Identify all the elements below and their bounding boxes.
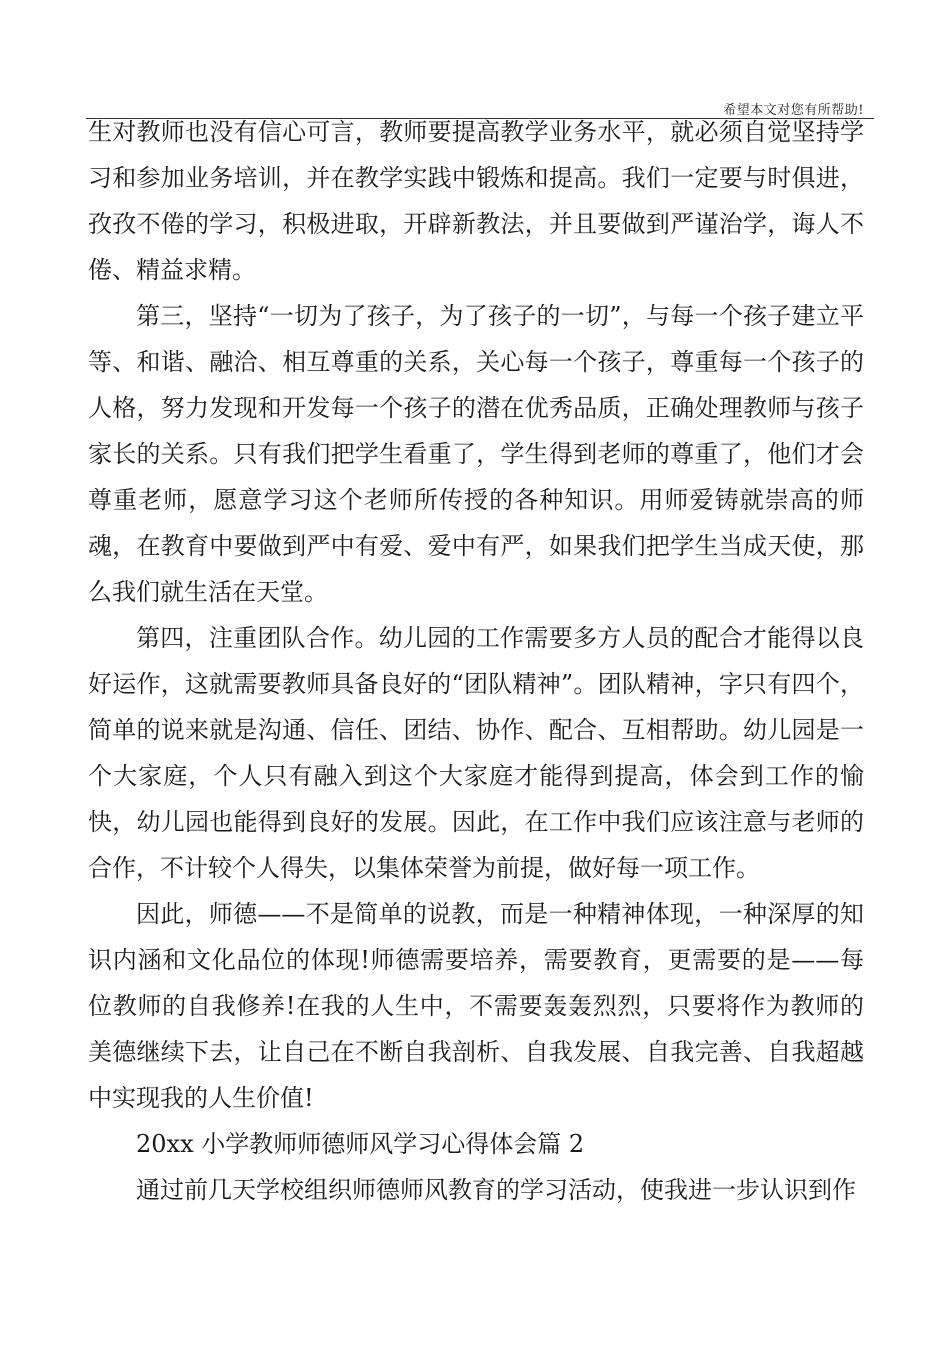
paragraph-continuation: 生对教师也没有信心可言，教师要提高教学业务水平，就必须自觉坚持学习和参加业务培训，并在教学实践中锻炼和提高。我们一定要与时俱进，孜孜不倦的学习，积极进取，开辟新教法，并且要做到严谨治学，诲人不倦、精益求精。 bbox=[88, 118, 864, 284]
section-heading: 20xx 小学教师师德师风学习心得体会篇 2 bbox=[136, 1130, 585, 1158]
paragraph-conclusion: 因此，师德——不是简单的说教，而是一种精神体现，一种深厚的知识内涵和文化品位的体现!师德需要培养，需要教育，更需要的是——每位教师的自我修养!在我的人生中，不需要轰轰烈烈，只要将作为教师的美德继续下去，让自己在不断自我剖析、自我发展、自我完善、自我超越中实现我的人生价值! bbox=[88, 900, 864, 1112]
paragraph-point-four: 第四，注重团队合作。幼儿园的工作需要多方人员的配合才能得以良好运作，这就需要教师具备良好的“团队精神”。团队精神，字只有四个，简单的说来就是沟通、信任、团结、协作、配合、互相帮助。幼儿园是一个大家庭，个人只有融入到这个大家庭才能得到提高，体会到工作的愉快，幼儿园也能得到良好的发展。因此，在工作中我们应该注意与老师的合作，不计较个人得失，以集体荣誉为前提，做好每一项工作。 bbox=[88, 624, 864, 882]
paragraph-section-two-intro: 通过前几天学校组织师德师风教育的学习活动，使我进一步认识到作 bbox=[136, 1176, 856, 1204]
document-body bbox=[88, 109, 864, 1213]
paragraph-point-three: 第三，坚持“一切为了孩子，为了孩子的一切”，与每一个孩子建立平等、和谐、融洽、相互尊重的关系，关心每一个孩子，尊重每一个孩子的人格，努力发现和开发每一个孩子的潜在优秀品质，正确处理教师与孩子家长的关系。只有我们把学生看重了，学生得到老师的尊重了，他们才会尊重老师，愿意学习这个老师所传授的各种知识。用师爱铸就崇高的师魂，在教育中要做到严中有爱、爱中有严，如果我们把学生当成天使，那么我们就生活在天堂。 bbox=[88, 302, 864, 606]
header-note: 希望本文对您有所帮助! bbox=[723, 103, 864, 118]
